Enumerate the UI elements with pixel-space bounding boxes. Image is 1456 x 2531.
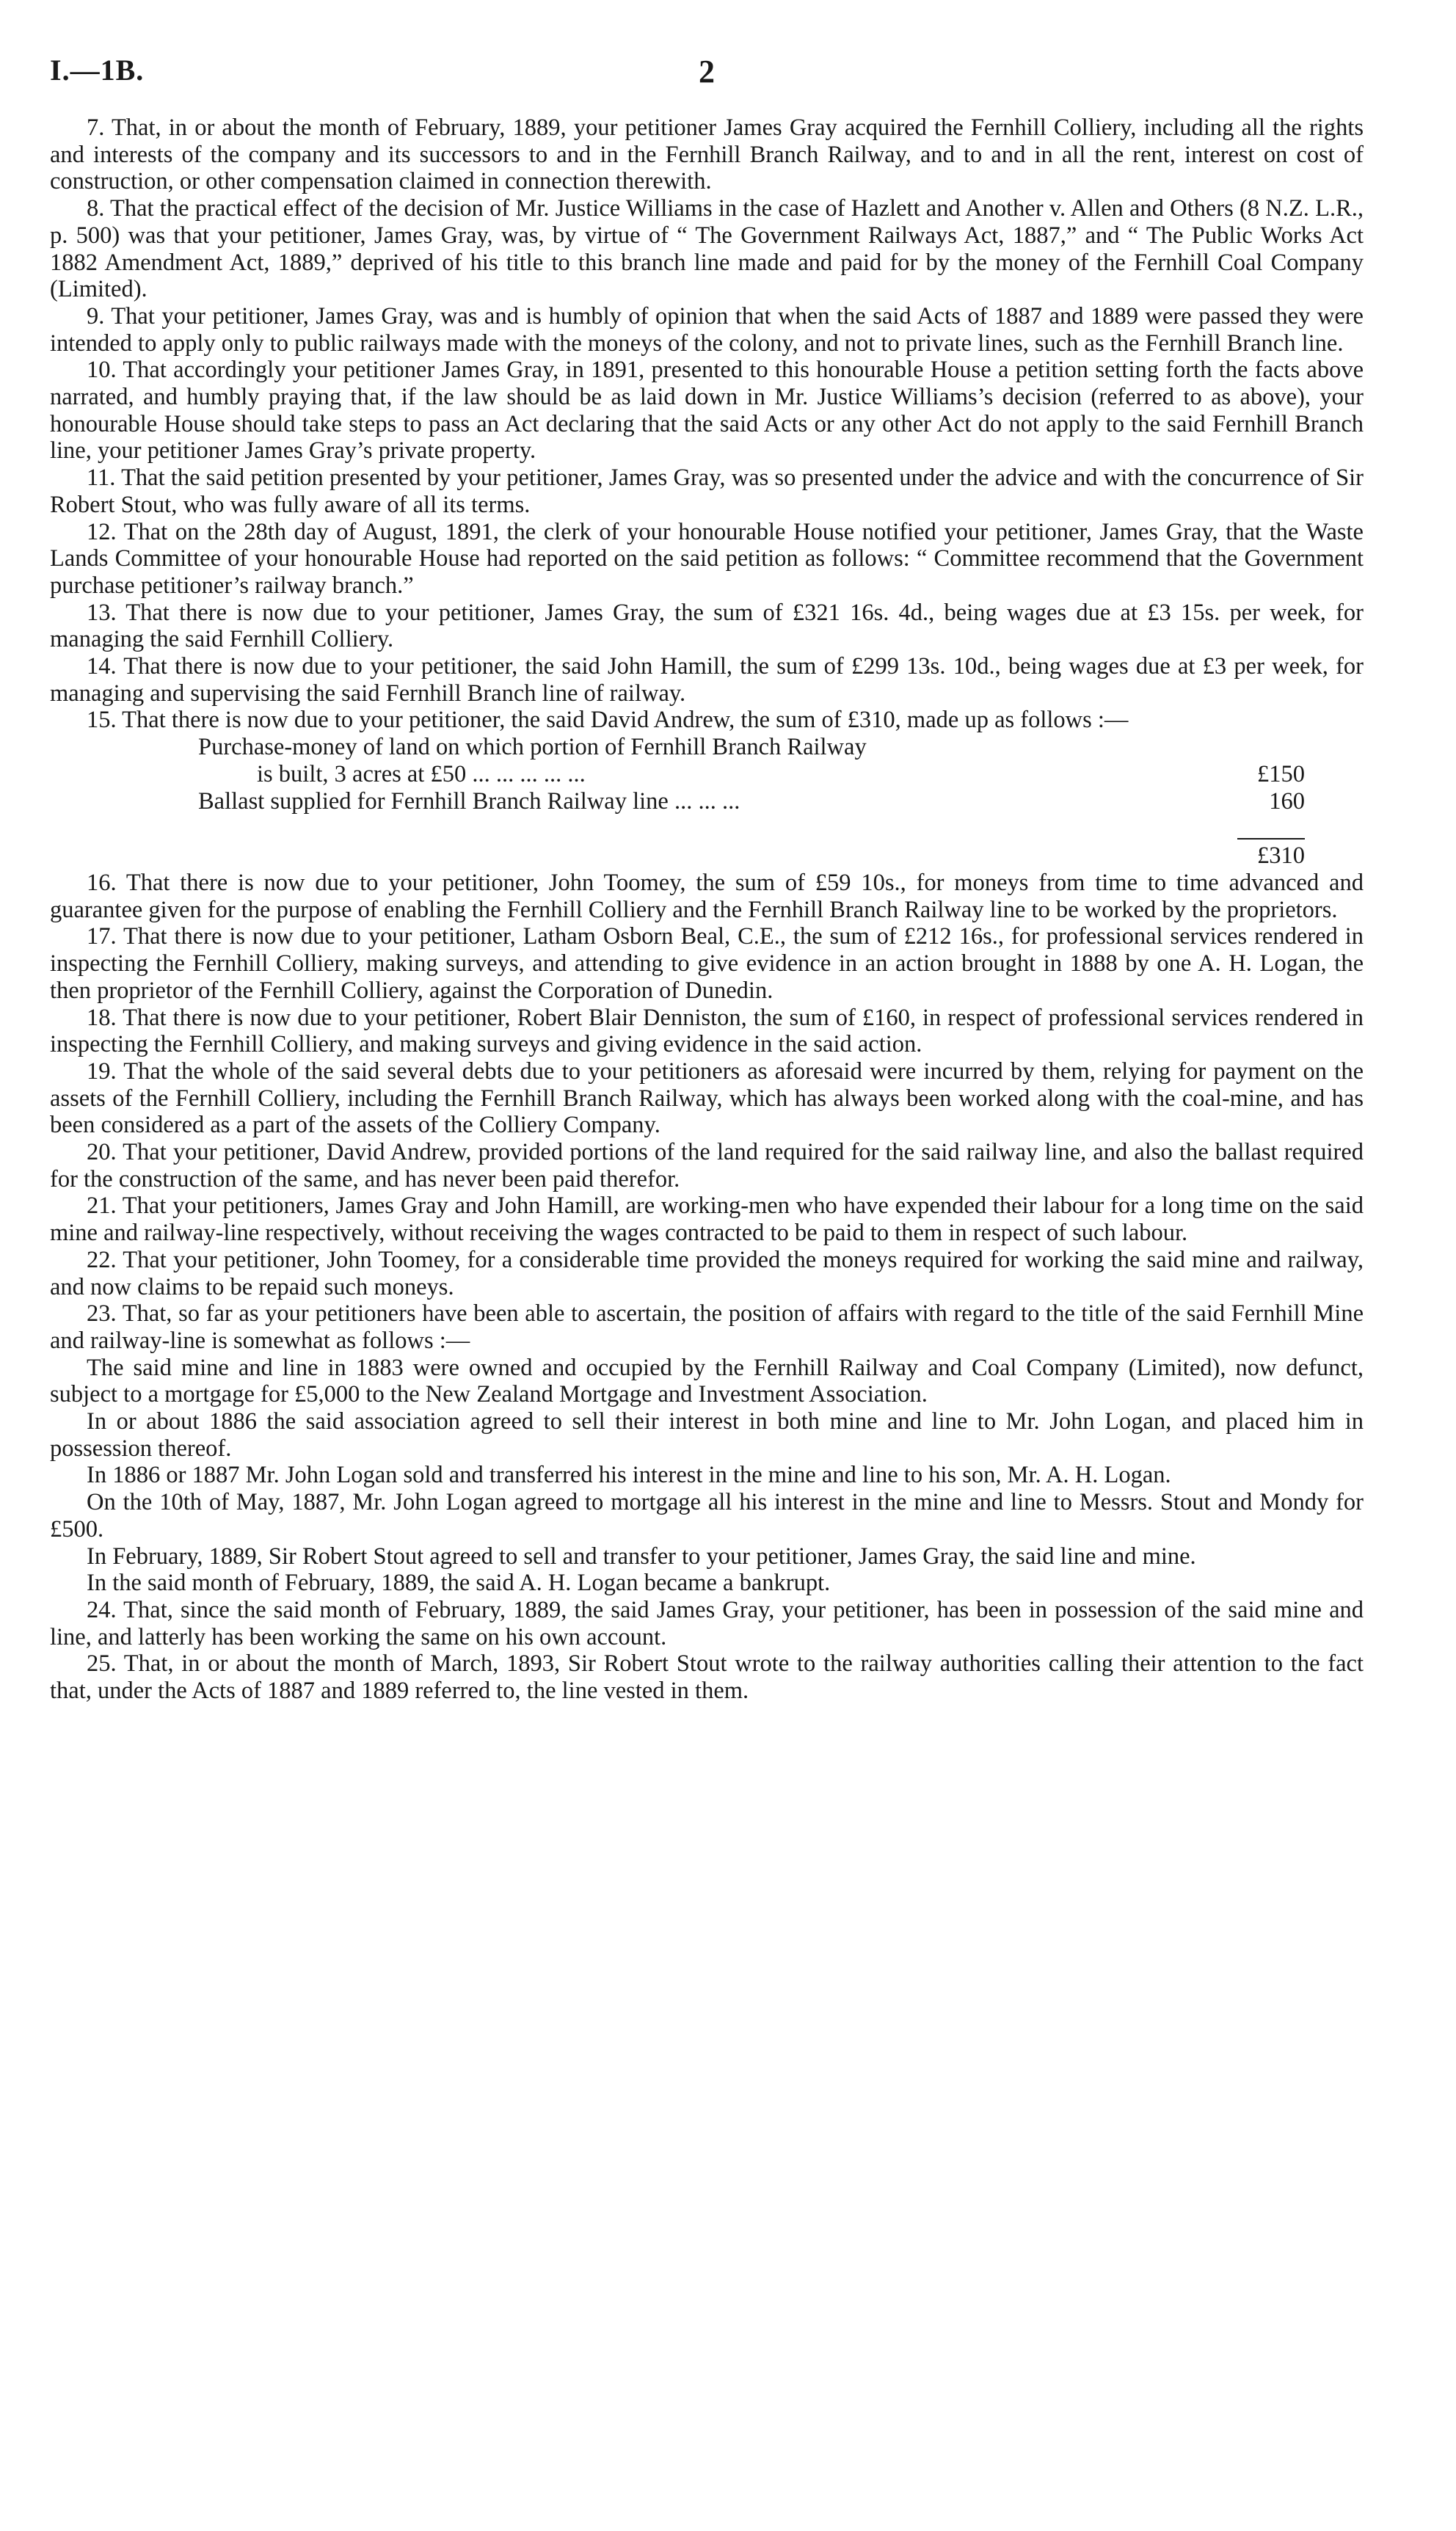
document-page: [50, 53, 1364, 1705]
sum-rule: [1237, 838, 1305, 840]
title-history-1883: The said mine and line in 1883 were owned and occupied by the Fernhill Railway and Coal Company (Limited), now defunct, subject to a mortgage for £5,000 to the New Zealand Mortgage and Investment Association.: [50, 1354, 1364, 1408]
paragraph-17: 17. That there is now due to your petitioner, Latham Osborn Beal, C.E., the sum of £212 16s., for professional services rendered in inspecting the Fernhill Colliery, making surveys, and attending to give evidence in an action brought in 1888 by one A. H. Logan, the then proprietor of the Fernhill Colliery, against the Corporation of Dunedin.: [50, 923, 1364, 1004]
page-number: 2: [699, 54, 715, 90]
paragraph-15: 15. That there is now due to your petitioner, the said David Andrew, the sum of £310, made up as follows :—: [87, 707, 1129, 734]
schedule-item-label: Purchase-money of land on which portion of Fernhill Branch Railway: [198, 734, 867, 761]
payment-schedule: [198, 734, 1305, 870]
schedule-amount: £150: [1257, 760, 1305, 787]
schedule-row: [198, 761, 1305, 788]
paragraph-11: 11. That the said petition presented by your petitioner, James Gray, was so presented under the advice and with the concurrence of Sir Robert Stout, who was fully aware of all its terms.: [50, 465, 1364, 518]
title-history-bankruptcy: In the said month of February, 1889, the said A. H. Logan became a bankrupt.: [87, 1570, 831, 1597]
schedule-item-label: is built, 3 acres at £50 ... ... ... ... ...: [257, 760, 586, 787]
paragraph-7: 7. That, in or about the month of February, 1889, your petitioner James Gray acquired the Fernhill Colliery, including all the rights and interests of the company and its successors to and in the Fernhill Branch Railway, and to and in all the rent, interest on cost of construction, or other compensation claimed in connection therewith.: [50, 114, 1364, 195]
paragraph-20: 20. That your petitioner, David Andrew, provided portions of the land required for the said railway line, and also the ballast required for the construction of the same, and has never been paid therefor.: [50, 1139, 1364, 1192]
paragraph-25: 25. That, in or about the month of March, 1893, Sir Robert Stout wrote to the railway authorities calling their attention to the fact that, under the Acts of 1887 and 1889 referred to, the line vested in them.: [50, 1650, 1364, 1705]
page-header: [50, 53, 1364, 104]
title-history-transfer: In 1886 or 1887 Mr. John Logan sold and transferred his interest in the mine and line to his son, Mr. A. H. Logan.: [87, 1462, 1171, 1489]
paragraph-18: 18. That there is now due to your petitioner, Robert Blair Denniston, the sum of £160, in respect of professional services rendered in inspecting the Fernhill Colliery, and making surveys and giving evidence in the said action.: [50, 1004, 1364, 1058]
paragraph-14: 14. That there is now due to your petitioner, the said John Hamill, the sum of £299 13s. 10d., being wages due at £3 per week, for managing and supervising the said Fernhill Branch line of railway.: [50, 653, 1364, 707]
schedule-item-label: Ballast supplied for Fernhill Branch Railway line ... ... ...: [198, 787, 740, 815]
schedule-total: £310: [1257, 842, 1305, 870]
petition-body: [50, 114, 1364, 1705]
paragraph-21: 21. That your petitioners, James Gray and John Hamill, are working-men who have expended their labour for a long time on the said mine and railway-line respectively, without receiving the wages contracted to be paid to them in respect of such labour.: [50, 1192, 1364, 1247]
paragraph-12: 12. That on the 28th day of August, 1891, the clerk of your honourable House notified your petitioner, James Gray, that the Waste Lands Committee of your honourable House had reported on the said petition as follows: “ Committee recommend that the Government purchase petitioner’s railway branch.”: [50, 518, 1364, 599]
paragraph-24: 24. That, since the said month of February, 1889, the said James Gray, your petitioner, has been in possession of the said mine and line, and latterly has been working the same on his own account.: [50, 1596, 1364, 1650]
title-history-1886: In or about 1886 the said association agreed to sell their interest in both mine and line to Mr. John Logan, and placed him in possession thereof.: [50, 1408, 1364, 1462]
title-history-sale: In February, 1889, Sir Robert Stout agreed to sell and transfer to your petitioner, James Gray, the said line and mine.: [87, 1543, 1196, 1570]
schedule-amount: 160: [1269, 787, 1305, 815]
paragraph-22: 22. That your petitioner, John Toomey, for a considerable time provided the moneys required for working the said mine and railway, and now claims to be repaid such moneys.: [50, 1246, 1364, 1300]
paragraph-19: 19. That the whole of the said several debts due to your petitioners as aforesaid were incurred by them, relying for payment on the assets of the Fernhill Colliery, including the Fernhill Branch Railway, which has always been worked along with the coal-mine, and has been considered as a part of the assets of the Colliery Company.: [50, 1057, 1364, 1139]
paragraph-13: 13. That there is now due to your petitioner, James Gray, the sum of £321 16s. 4d., being wages due at £3 15s. per week, for managing the said Fernhill Colliery.: [50, 599, 1364, 653]
paragraph-9: 9. That your petitioner, James Gray, was and is humbly of opinion that when the said Acts of 1887 and 1889 were passed they were intended to apply only to public railways made with the moneys of the colony, and not to private lines, such as the Fernhill Branch line.: [50, 302, 1364, 357]
document-reference: I.—1B.: [50, 54, 145, 87]
schedule-row: [198, 734, 1305, 761]
paragraph-16: 16. That there is now due to your petitioner, John Toomey, the sum of £59 10s., for moneys from time to time advanced and guarantee given for the purpose of enabling the Fernhill Colliery and the Fernhill Branch Railway line to be worked by the proprietors.: [50, 869, 1364, 923]
schedule-row: [198, 788, 1305, 815]
paragraph-8: 8. That the practical effect of the decision of Mr. Justice Williams in the case of Hazlett and Another v. Allen and Others (8 N.Z. L.R., p. 500) was that your petitioner, James Gray, was, by virtue of “ The Government Railways Act, 1887,” and “ The Public Works Act 1882 Amendment Act, 1889,” deprived of his title to this branch line made and paid for by the money of the Fernhill Coal Company (Limited).: [50, 195, 1364, 303]
paragraph-10: 10. That accordingly your petitioner James Gray, in 1891, presented to this honourable House a petition setting forth the facts above narrated, and humbly praying that, if the law should be as laid down in Mr. Justice Williams’s decision (referred to as above), your honourable House should take steps to pass an Act declaring that the said Acts or any other Act do not apply to the said Fernhill Branch line, your petitioner James Gray’s private property.: [50, 357, 1364, 465]
title-history-mortgage: On the 10th of May, 1887, Mr. John Logan agreed to mortgage all his interest in the mine and line to Messrs. Stout and Mondy for £500.: [50, 1489, 1364, 1543]
paragraph-23: 23. That, so far as your petitioners have been able to ascertain, the position of affairs with regard to the title of the said Fernhill Mine and railway-line is somewhat as follows :—: [50, 1300, 1364, 1354]
